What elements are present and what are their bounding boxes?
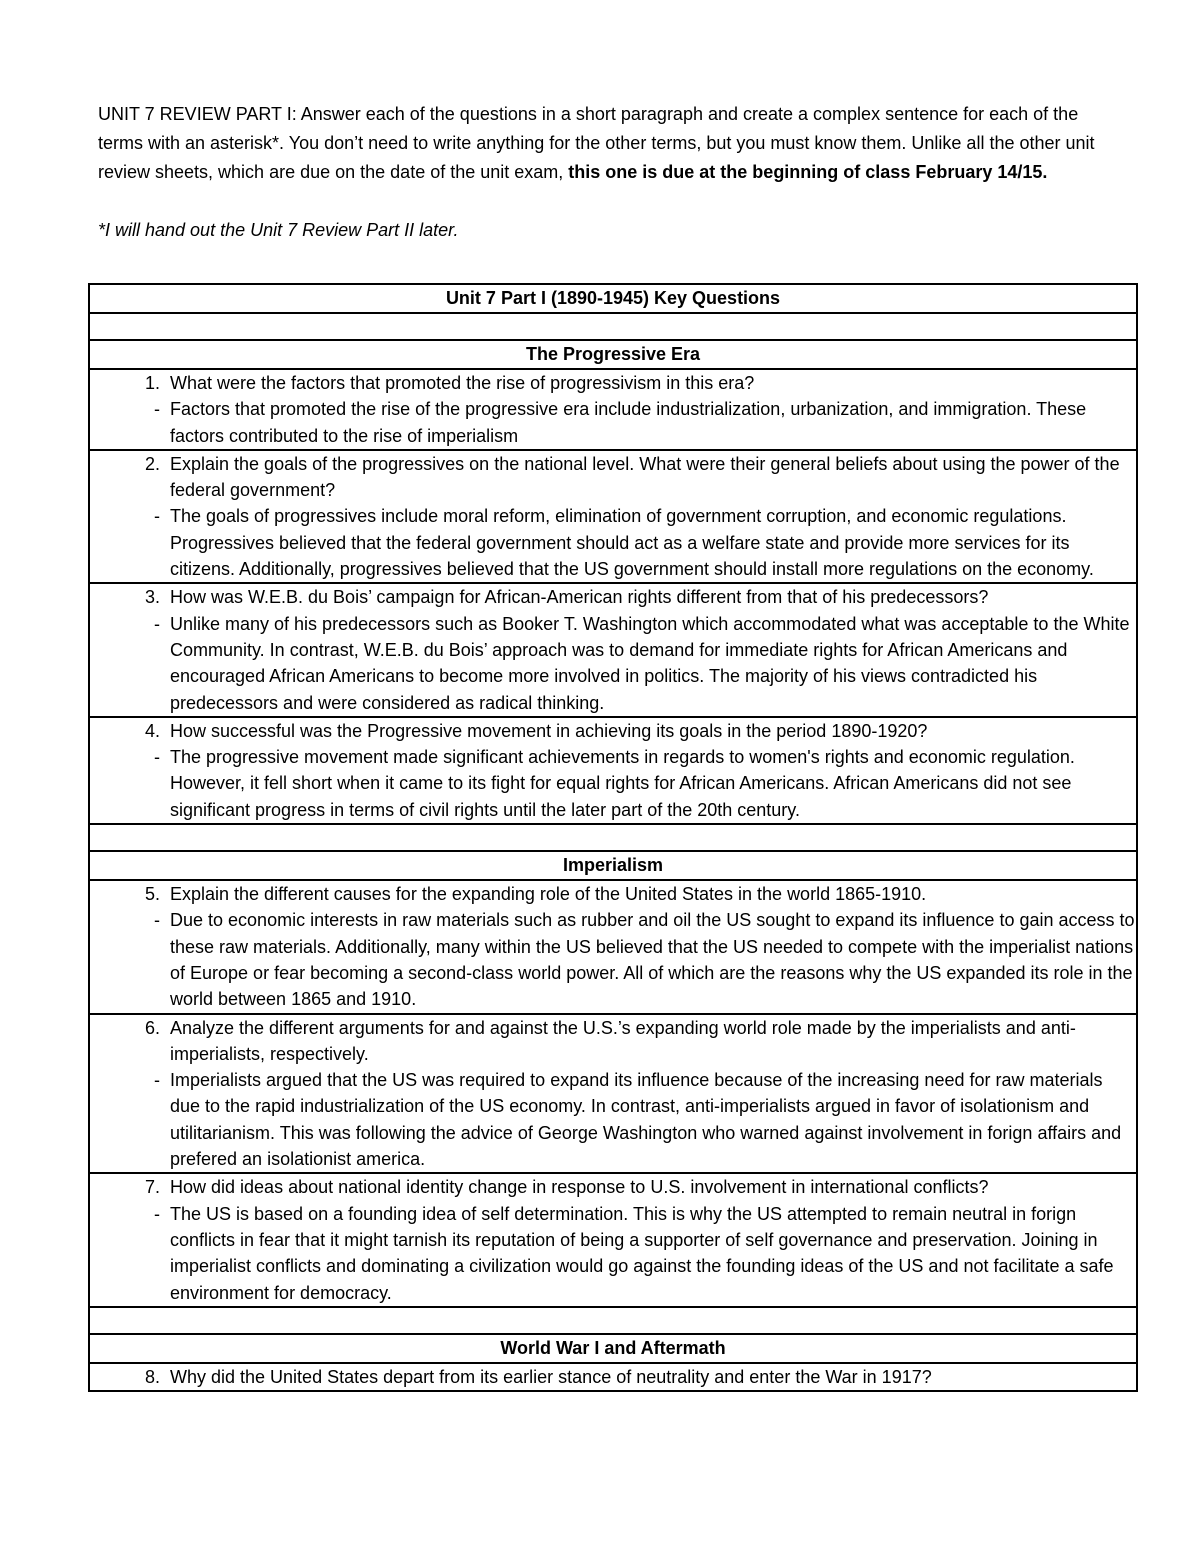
due-date-text: this one is due at the beginning of class February 14/15. <box>568 162 1048 182</box>
question-number: 7. <box>144 1177 160 1198</box>
answer-bullet: - <box>154 506 160 527</box>
question-text: Explain the different causes for the expanding role of the United States in the world 1865-1910. <box>170 884 927 905</box>
question-row <box>89 1014 1137 1174</box>
question-row <box>89 583 1137 716</box>
question-number: 8. <box>144 1366 160 1387</box>
question-number: 3. <box>144 587 160 608</box>
answer-bullet: - <box>154 613 160 634</box>
answer-text: Factors that promoted the rise of the progressive era include industrialization, urbanization, and immigration. These factors contributed to the rise of imperialism <box>170 399 1087 446</box>
question-number: 4. <box>144 720 160 741</box>
answer-bullet: - <box>154 399 160 420</box>
question-text: Why did the United States depart from its earlier stance of neutrality and enter the War in 1917? <box>170 1366 932 1387</box>
question-text: How was W.E.B. du Bois’ campaign for African-American rights different from that of his predecessors? <box>170 587 989 608</box>
answer-bullet: - <box>154 747 160 768</box>
section-header-row <box>89 1334 1137 1363</box>
question-number: 6. <box>144 1017 160 1038</box>
question-row <box>89 450 1137 583</box>
instructions-text: UNIT 7 REVIEW PART I: Answer each of the questions in a short paragraph and create a complex sentence for each of the terms with an asterisk*. You don’t need to write anything for the other terms, but you must know them. Unlike all the other unit review sheets, which are due on the date of the unit exam, <box>98 104 1095 182</box>
key-questions-table <box>88 283 1138 1392</box>
table-title: Unit 7 Part I (1890-1945) Key Questions <box>89 284 1137 313</box>
question-row <box>89 1363 1137 1391</box>
question-row <box>89 880 1137 1013</box>
instructions <box>98 100 1128 245</box>
question-number: 1. <box>144 373 160 393</box>
blank-row <box>89 313 1137 340</box>
instructions-paragraph <box>98 100 1128 187</box>
question-text: Explain the goals of the progressives on the national level. What were their general beliefs about using the power of the federal government? <box>170 453 1120 501</box>
section-title-progressive-era: The Progressive Era <box>89 340 1137 369</box>
answer-text: Imperialists argued that the US was required to expand its influence because of the increasing need for raw materials due to the rapid industrialization of the US economy. In contrast, anti-imperialists argued in favor of isolationism and utilitarianism. This was following the advice of George Washington who warned against involvement in forign affairs and prefered an isolationist america. <box>170 1070 1122 1170</box>
answer-bullet: - <box>154 1070 160 1091</box>
question-text: How successful was the Progressive movement in achieving its goals in the period 1890-1920? <box>170 720 928 741</box>
blank-row <box>89 824 1137 851</box>
answer-text: Unlike many of his predecessors such as Booker T. Washington which accommodated what was acceptable to the White Community. In contrast, W.E.B. du Bois’ approach was to demand for immediate rights for African Americans and encouraged African Americans to become more involved in politics. The majority of his views contradicted his predecessors and were considered as radical thinking. <box>170 613 1130 713</box>
answer-text: Due to economic interests in raw materials such as rubber and oil the US sought to expand its influence to gain access to these raw materials. Additionally, many within the US believed that the US needed to compete with the imperialist nations of Europe or fear becoming a second-class world power. All of which are the reasons why the US expanded its role in the world between 1865 and 1910. <box>170 910 1135 1010</box>
section-title-world-war-one: World War I and Aftermath <box>89 1334 1137 1363</box>
question-number: 5. <box>144 884 160 905</box>
answer-text: The progressive movement made significant achievements in regards to women's rights and economic regulation. However, it fell short when it came to its fight for equal rights for African Americans. African Americans did not see significant progress in terms of civil rights until the later part of the 20th century. <box>170 747 1075 820</box>
table-title-row <box>89 284 1137 313</box>
question-number: 2. <box>144 453 160 474</box>
section-title-imperialism: Imperialism <box>89 851 1137 880</box>
question-row <box>89 717 1137 824</box>
answer-bullet: - <box>154 910 160 931</box>
answer-bullet: - <box>154 1203 160 1224</box>
part-two-note: *I will hand out the Unit 7 Review Part II later. <box>98 220 459 240</box>
answer-text: The US is based on a founding idea of self determination. This is why the US attempted to remain neutral in forign conflicts in fear that it might tarnish its reputation of being a supporter of self governance and preservation. Joining in imperialist conflicts and dominating a civilization would go against the founding ideas of the US and not facilitate a safe environment for democracy. <box>170 1203 1114 1303</box>
section-header-row <box>89 851 1137 880</box>
section-header-row <box>89 340 1137 369</box>
question-text: What were the factors that promoted the rise of progressivism in this era? <box>170 373 755 393</box>
question-text: How did ideas about national identity change in response to U.S. involvement in international conflicts? <box>170 1177 989 1198</box>
answer-text: The goals of progressives include moral reform, elimination of government corruption, and economic regulations. Progressives believed that the federal government should act as a welfare state and provide more services for its citizens. Additionally, progressives believed that the US government should install more regulations on the economy. <box>170 506 1094 580</box>
question-row <box>89 369 1137 450</box>
blank-row <box>89 1307 1137 1334</box>
question-row <box>89 1173 1137 1306</box>
question-text: Analyze the different arguments for and against the U.S.’s expanding world role made by the imperialists and anti-imperialists, respectively. <box>170 1017 1076 1064</box>
